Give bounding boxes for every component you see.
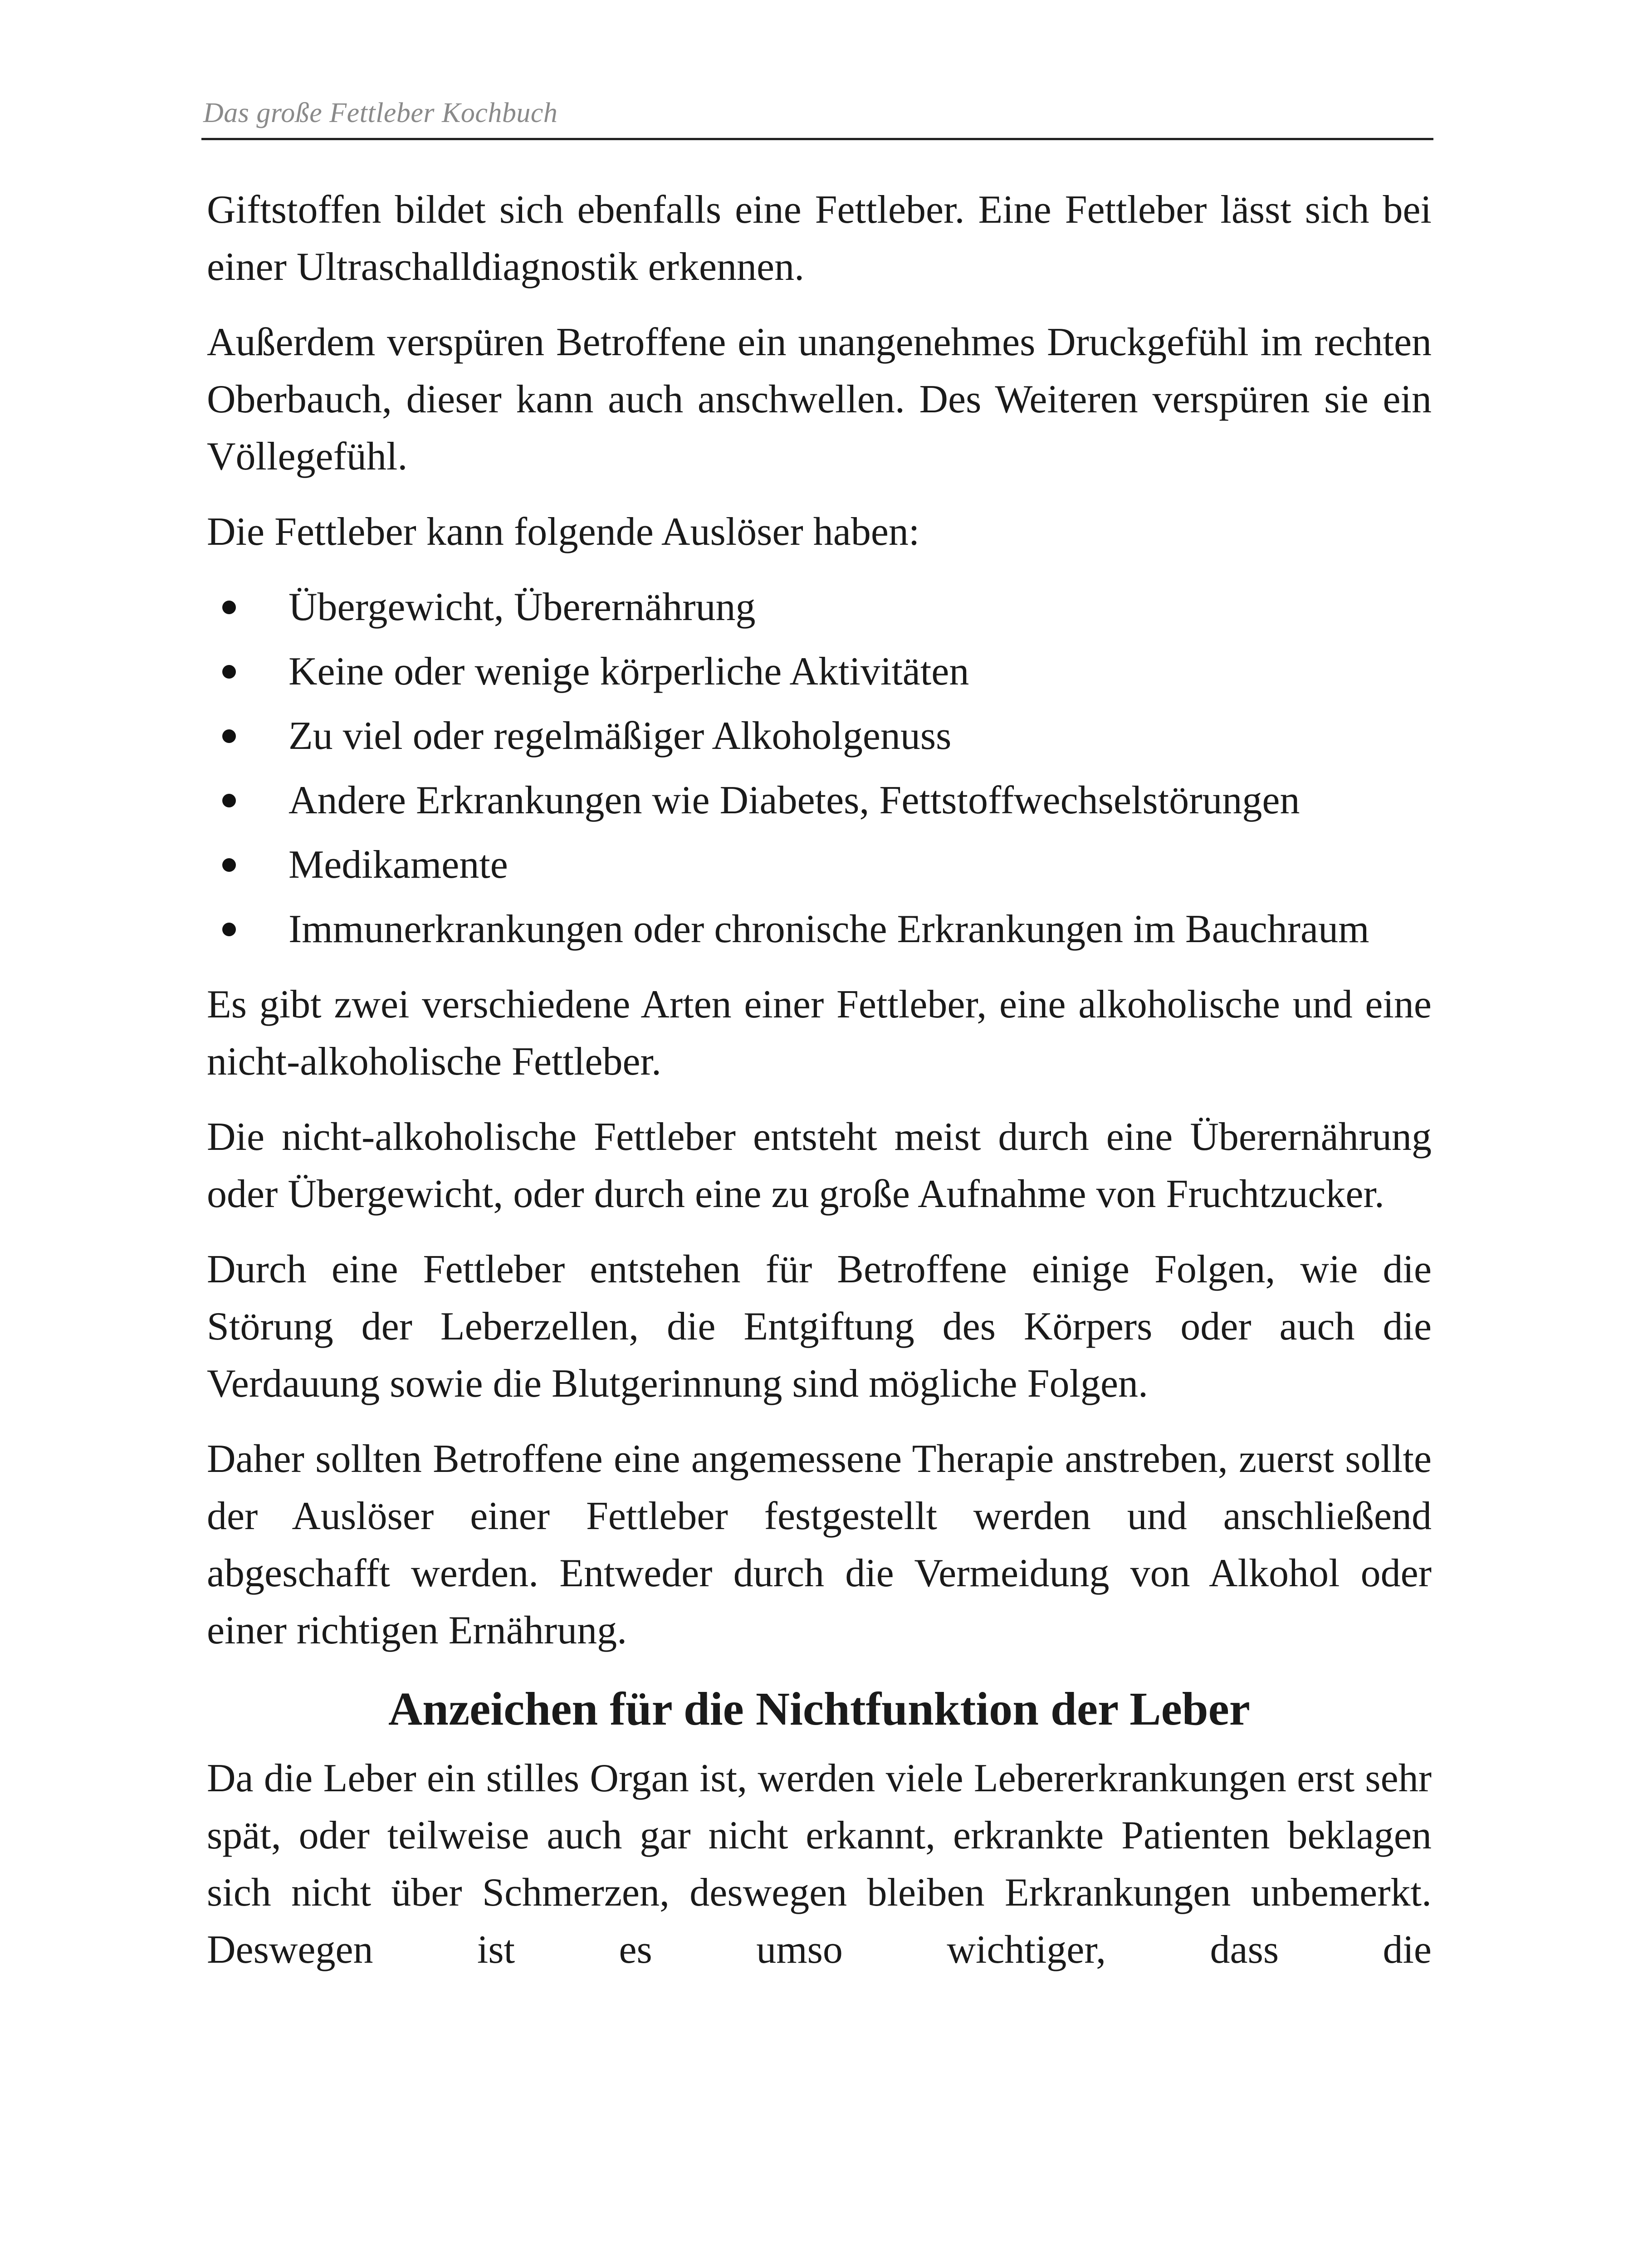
bullet-icon (222, 601, 236, 614)
list-item (207, 643, 1432, 700)
paragraph: Es gibt zwei verschiedene Arten einer Fettleber, eine alkoholische und eine nicht-alkoholische Fettleber. (207, 982, 1432, 1084)
bullet-icon (222, 729, 236, 743)
list-item-text: Medikamente (288, 843, 508, 887)
bullet-icon (222, 858, 236, 872)
page-body (207, 181, 1432, 2268)
list-item (207, 836, 1432, 894)
list-item-text: Andere Erkrankungen wie Diabetes, Fettstoffwechselstörungen (288, 778, 1300, 822)
list-item-text: Keine oder wenige körperliche Aktivitäten (288, 650, 969, 694)
list-item (207, 901, 1432, 958)
bullet-icon (222, 923, 236, 936)
list-item (207, 708, 1432, 765)
book-title: Das große Fettleber Kochbuch (203, 98, 558, 128)
bullet-icon (222, 665, 236, 679)
list-item-text: Zu viel oder regelmäßiger Alkoholgenuss (288, 714, 952, 758)
running-header (201, 93, 1433, 140)
causes-list (207, 579, 1432, 958)
paragraph: Da die Leber ein stilles Organ ist, werden viele Lebererkrankungen erst sehr spät, oder teilweise auch gar nicht erkannt, erkrankte Patienten beklagen sich nicht über Schmerzen, deswegen bleiben Erkrankungen unbemerkt. Deswegen ist es umso wichtiger, dass die (207, 1756, 1432, 1972)
list-item (207, 579, 1432, 636)
paragraph: Giftstoffen bildet sich ebenfalls eine Fettleber. Eine Fettleber lässt sich bei einer Ultraschalldiagnostik erkennen. (207, 188, 1432, 289)
section-heading: Anzeichen für die Nichtfunktion der Leber (388, 1683, 1250, 1735)
list-item (207, 772, 1432, 829)
list-item-text: Übergewicht, Überernährung (288, 585, 756, 629)
paragraph: Außerdem verspüren Betroffene ein unangenehmes Druckgefühl im rechten Oberbauch, dieser kann auch anschwellen. Des Weiteren verspüren sie ein Völlegefühl. (207, 320, 1432, 479)
list-intro: Die Fettleber kann folgende Auslöser haben: (207, 510, 920, 554)
bullet-icon (222, 794, 236, 807)
paragraph: Daher sollten Betroffene eine angemessene Therapie anstreben, zuerst sollte der Auslöser einer Fettleber festgestellt werden und anschließend abgeschafft werden. Entweder durch die Vermeidung von Alkohol oder einer richtigen Ernährung. (207, 1437, 1432, 1652)
list-item-text: Immunerkrankungen oder chronische Erkrankungen im Bauchraum (288, 907, 1369, 951)
paragraph: Die nicht-alkoholische Fettleber entsteht meist durch eine Überernährung oder Übergewicht, oder durch eine zu große Aufnahme von Fruchtzucker. (207, 1115, 1432, 1216)
paragraph: Durch eine Fettleber entstehen für Betroffene einige Folgen, wie die Störung der Leberzellen, die Entgiftung des Körpers oder auch die Verdauung sowie die Blutgerinnung sind mögliche Folgen. (207, 1247, 1432, 1406)
